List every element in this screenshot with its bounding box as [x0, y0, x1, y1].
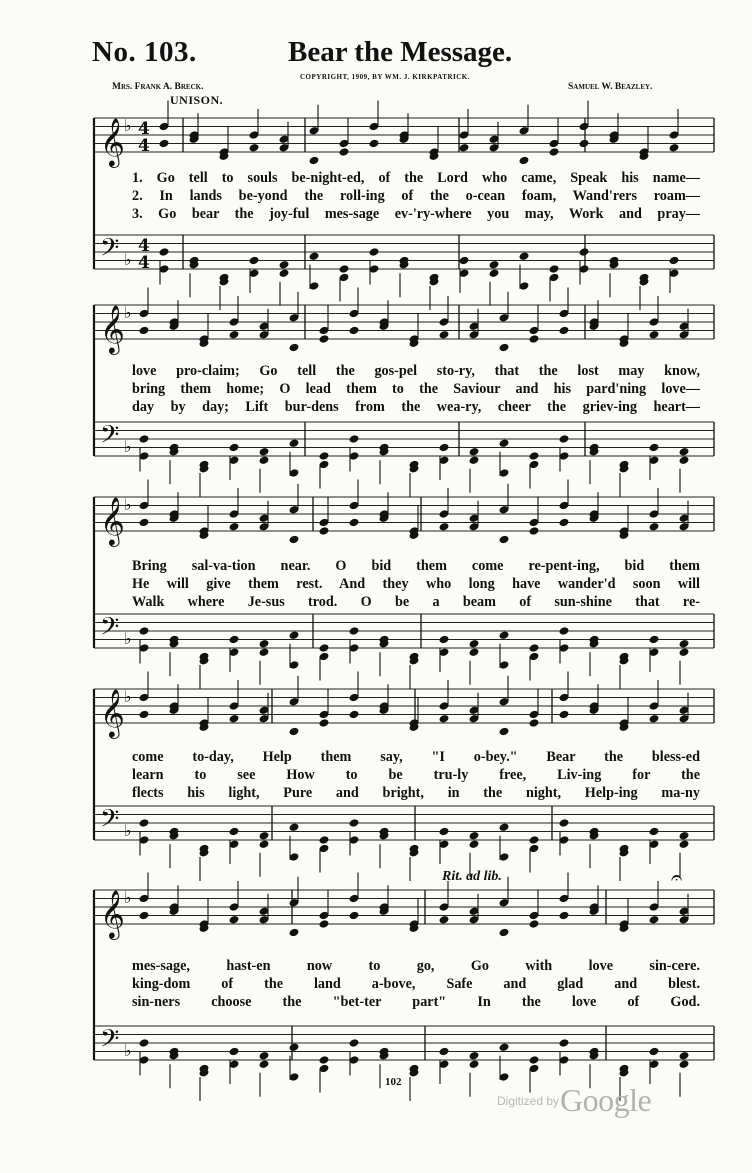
note-head: [499, 535, 510, 545]
note-head: [679, 639, 690, 649]
note-head: [439, 443, 450, 453]
note-head: [519, 156, 530, 166]
note-head: [529, 334, 540, 344]
note-head: [529, 835, 540, 845]
note-head: [649, 522, 660, 532]
note-head: [579, 139, 590, 149]
note-head: [319, 451, 330, 461]
note-head: [559, 911, 570, 921]
bass-clef-icon: 𝄢: [100, 612, 120, 648]
note-head: [469, 639, 480, 649]
note-head: [289, 535, 300, 545]
note-head: [319, 643, 330, 653]
flat-sign-icon: ♭: [124, 494, 132, 514]
note-head: [229, 1047, 240, 1057]
note-head: [469, 831, 480, 841]
note-head: [289, 928, 300, 938]
treble-clef-icon: 𝄞: [100, 496, 125, 545]
note-head: [319, 526, 330, 536]
note-head: [279, 260, 290, 270]
lyric-line: come to-day, Help them say, "I o-bey." Bear the bless-ed: [132, 749, 700, 765]
note-head: [649, 443, 660, 453]
note-head: [489, 268, 500, 278]
note-head: [649, 827, 660, 837]
fermata-icon: 𝄐: [671, 865, 683, 889]
note-head: [259, 455, 270, 465]
note-head: [259, 1051, 270, 1061]
treble-clef-icon: 𝄞: [100, 889, 125, 938]
note-head: [319, 835, 330, 845]
note-head: [679, 455, 690, 465]
unison-marking: UNISON.: [170, 93, 224, 107]
note-head: [499, 1042, 510, 1052]
note-head: [349, 710, 360, 720]
note-head: [289, 343, 300, 353]
note-head: [249, 143, 260, 153]
note-head: [559, 626, 570, 636]
note-head: [439, 714, 450, 724]
copyright-line: COPYRIGHT, 1909, BY WM. J. KIRKPATRICK.: [300, 73, 471, 81]
note-head: [439, 635, 450, 645]
note-head: [439, 915, 450, 925]
note-head: [559, 710, 570, 720]
note-head: [679, 831, 690, 841]
note-head: [259, 1059, 270, 1069]
note-head: [139, 518, 150, 528]
note-head: [669, 143, 680, 153]
note-head: [339, 264, 350, 274]
note-head: [559, 818, 570, 828]
note-head: [319, 919, 330, 929]
note-head: [139, 626, 150, 636]
note-head: [349, 626, 360, 636]
note-head: [229, 330, 240, 340]
flat-sign-icon: ♭: [124, 686, 132, 706]
ritardando-marking: Rit. ad lib.: [442, 869, 502, 884]
lyric-line: flects his light, Pure and bright, in the night, Help-ing ma-ny: [132, 785, 700, 801]
note-head: [439, 827, 450, 837]
lyric-line: day by day; Lift bur-dens from the wea-ry, cheer the griev-ing heart—: [132, 399, 700, 415]
note-head: [469, 447, 480, 457]
note-head: [349, 518, 360, 528]
note-head: [649, 714, 660, 724]
note-head: [229, 714, 240, 724]
note-head: [439, 330, 450, 340]
note-head: [259, 639, 270, 649]
lyric-line: 3. Go bear the joy-ful mes-sage ev-'ry-where you may, Work and pray—: [132, 206, 700, 222]
note-head: [469, 1051, 480, 1061]
note-head: [289, 822, 300, 832]
note-head: [649, 635, 660, 645]
lyric-line: He will give them rest. And they who long have wander'd soon will: [132, 576, 700, 592]
treble-clef-icon: 𝄞: [100, 117, 125, 166]
flat-sign-icon: ♭: [124, 302, 132, 322]
note-head: [559, 1038, 570, 1048]
note-head: [489, 260, 500, 270]
time-signature-bottom: 4: [138, 136, 150, 156]
note-head: [349, 818, 360, 828]
note-head: [549, 264, 560, 274]
note-head: [309, 156, 320, 166]
note-head: [289, 727, 300, 737]
note-head: [349, 911, 360, 921]
note-head: [229, 827, 240, 837]
note-head: [499, 438, 510, 448]
flat-sign-icon: ♭: [124, 887, 132, 907]
time-signature-bottom: 4: [138, 253, 150, 273]
page-number: 102: [385, 1076, 402, 1088]
note-head: [559, 518, 570, 528]
note-head: [369, 247, 380, 257]
note-head: [439, 1047, 450, 1057]
note-head: [159, 247, 170, 257]
note-head: [139, 1038, 150, 1048]
flat-sign-icon: ♭: [124, 1040, 132, 1060]
hymn-number: No. 103.: [92, 36, 197, 68]
note-head: [259, 839, 270, 849]
note-head: [529, 1055, 540, 1065]
note-head: [469, 455, 480, 465]
note-head: [669, 256, 680, 266]
bass-clef-icon: 𝄢: [100, 804, 120, 840]
note-head: [469, 1059, 480, 1069]
lyricist-credit: Mrs. Frank A. Breck.: [112, 82, 204, 92]
note-head: [679, 1051, 690, 1061]
note-head: [259, 647, 270, 657]
flat-sign-icon: ♭: [124, 628, 132, 648]
note-head: [229, 443, 240, 453]
bass-clef-icon: 𝄢: [100, 233, 120, 269]
composer-credit: Samuel W. Beazley.: [568, 82, 653, 92]
note-head: [559, 326, 570, 336]
note-head: [459, 256, 470, 266]
note-head: [279, 268, 290, 278]
note-head: [499, 727, 510, 737]
note-head: [159, 139, 170, 149]
lyric-line: Walk where Je-sus trod. O be a beam of sun-shine that re-: [132, 594, 700, 610]
note-head: [319, 718, 330, 728]
note-head: [679, 1059, 690, 1069]
note-head: [289, 1042, 300, 1052]
flat-sign-icon: ♭: [124, 249, 132, 269]
bass-clef-icon: 𝄢: [100, 420, 120, 456]
note-head: [519, 251, 530, 261]
bass-clef-icon: 𝄢: [100, 1024, 120, 1060]
note-head: [499, 928, 510, 938]
note-head: [319, 334, 330, 344]
lyric-line: bring them home; O lead them to the Saviour and his pard'ning love—: [132, 381, 700, 397]
hymn-title: Bear the Message.: [288, 36, 513, 68]
note-head: [499, 630, 510, 640]
note-head: [309, 251, 320, 261]
note-head: [259, 831, 270, 841]
note-head: [229, 522, 240, 532]
lyric-line: love pro-claim; Go tell the gos-pel sto-ry, that the lost may know,: [132, 363, 700, 379]
note-head: [679, 447, 690, 457]
lyric-line: learn to see How to be tru-ly free, Liv-ing for the: [132, 767, 700, 783]
note-head: [139, 434, 150, 444]
note-head: [349, 434, 360, 444]
note-head: [319, 1055, 330, 1065]
note-head: [459, 143, 470, 153]
note-head: [259, 447, 270, 457]
time-signature-top: 4: [138, 119, 150, 139]
note-head: [529, 919, 540, 929]
note-head: [469, 839, 480, 849]
lyric-line: 1. Go tell to souls be-night-ed, of the Lord who came, Speak his name—: [132, 170, 700, 186]
note-head: [529, 643, 540, 653]
note-head: [649, 1047, 660, 1057]
note-head: [139, 326, 150, 336]
treble-clef-icon: 𝄞: [100, 688, 125, 737]
note-head: [649, 330, 660, 340]
digitized-by-text: Digitized by: [497, 1094, 560, 1108]
note-head: [529, 451, 540, 461]
google-watermark: Google: [560, 1082, 652, 1118]
note-head: [529, 526, 540, 536]
time-signature-top: 4: [138, 236, 150, 256]
note-head: [499, 822, 510, 832]
note-head: [139, 818, 150, 828]
note-head: [549, 147, 560, 157]
note-head: [289, 438, 300, 448]
note-head: [229, 915, 240, 925]
note-head: [579, 247, 590, 257]
lyric-line: king-dom of the land a-bove, Safe and glad and blest.: [132, 976, 700, 992]
note-head: [369, 139, 380, 149]
note-head: [679, 647, 690, 657]
note-head: [339, 147, 350, 157]
flat-sign-icon: ♭: [124, 115, 132, 135]
note-head: [139, 911, 150, 921]
treble-clef-icon: 𝄞: [100, 304, 125, 353]
note-head: [559, 434, 570, 444]
note-head: [649, 915, 660, 925]
note-head: [349, 1038, 360, 1048]
note-head: [469, 647, 480, 657]
note-head: [529, 718, 540, 728]
note-head: [349, 326, 360, 336]
note-head: [139, 710, 150, 720]
flat-sign-icon: ♭: [124, 820, 132, 840]
note-head: [289, 630, 300, 640]
flat-sign-icon: ♭: [124, 436, 132, 456]
lyric-line: Bring sal-va-tion near. O bid them come re-pent-ing, bid them: [132, 558, 700, 574]
lyric-line: sin-ners choose the "bet-ter part" In the love of God.: [132, 994, 700, 1010]
lyric-line: 2. In lands be-yond the roll-ing of the o-cean foam, Wand'rers roam—: [132, 188, 700, 204]
lyric-line: mes-sage, hast-en now to go, Go with love sin-cere.: [132, 958, 700, 974]
note-head: [229, 635, 240, 645]
note-head: [499, 343, 510, 353]
note-head: [249, 256, 260, 266]
note-head: [439, 522, 450, 532]
note-head: [679, 839, 690, 849]
